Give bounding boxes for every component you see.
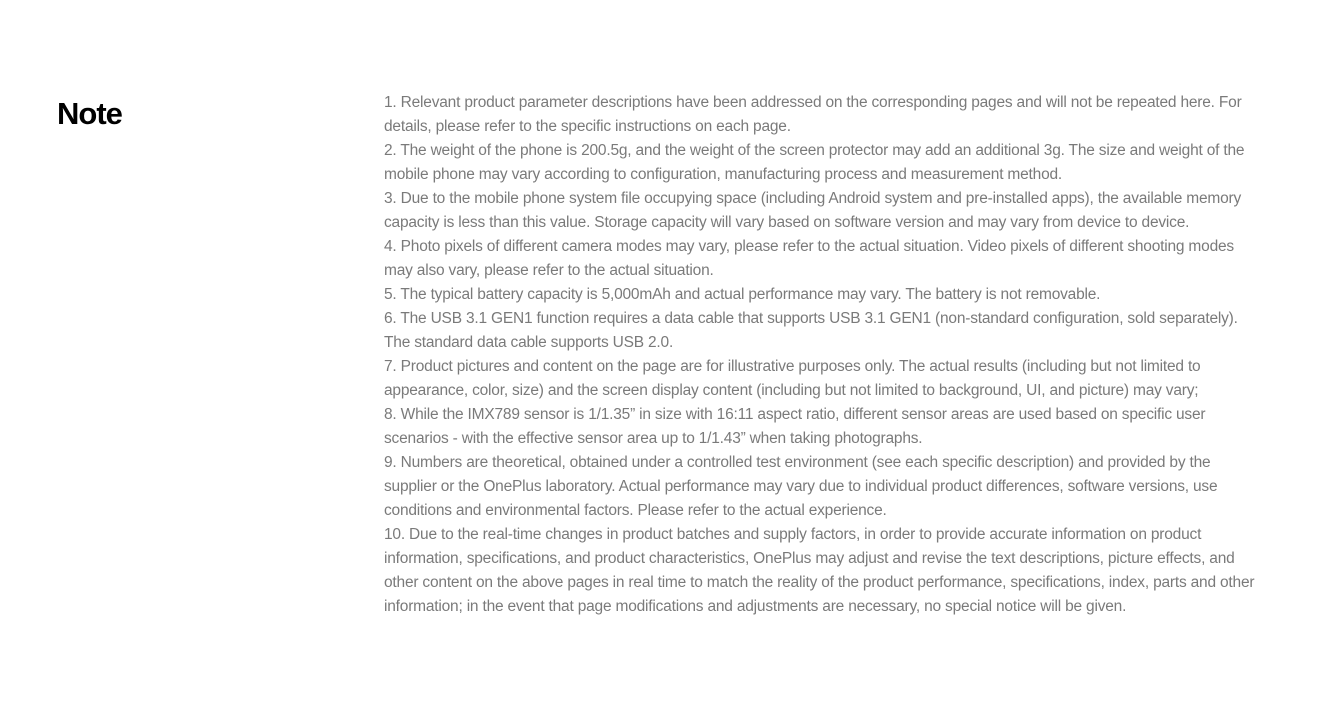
note-item-9: 9. Numbers are theoretical, obtained under a controlled test environment (see each specific description) and provided by the supplier or the OnePlus laboratory. Actual performance may vary due to individual product differences, software versions, use conditions and environmental factors. Please refer to the actual experience. [384, 454, 1218, 519]
note-item-8: 8. While the IMX789 sensor is 1/1.35” in size with 16:11 aspect ratio, different sensor areas are used based on specific user scenarios - with the effective sensor area up to 1/1.43” when taking photographs. [384, 406, 1206, 447]
note-item-6: 6. The USB 3.1 GEN1 function requires a data cable that supports USB 3.1 GEN1 (non-standard configuration, sold separately). The standard data cable supports USB 2.0. [384, 310, 1238, 351]
note-item-7: 7. Product pictures and content on the page are for illustrative purposes only. The actual results (including but not limited to appearance, color, size) and the screen display content (including but not limited to background, UI, and picture) may vary; [384, 358, 1201, 399]
note-item-1: 1. Relevant product parameter descriptions have been addressed on the corresponding pages and will not be repeated here. For details, please refer to the specific instructions on each page. [384, 94, 1242, 135]
note-list [384, 91, 1264, 619]
note-item-4: 4. Photo pixels of different camera modes may vary, please refer to the actual situation. Video pixels of different shooting modes may also vary, please refer to the actual situation. [384, 238, 1234, 279]
note-item-5: 5. The typical battery capacity is 5,000mAh and actual performance may vary. The battery is not removable. [384, 286, 1101, 303]
note-item-10: 10. Due to the real-time changes in product batches and supply factors, in order to provide accurate information on product information, specifications, and product characteristics, OnePlus may adjust and revise the text descriptions, picture effects, and other content on the above pages in real time to match the reality of the product performance, specifications, index, parts and other information; in the event that page modifications and adjustments are necessary, no special notice will be given. [384, 526, 1255, 615]
note-item-3: 3. Due to the mobile phone system file occupying space (including Android system and pre-installed apps), the available memory capacity is less than this value. Storage capacity will vary based on software version and may vary from device to device. [384, 190, 1242, 231]
note-item-2: 2. The weight of the phone is 200.5g, and the weight of the screen protector may add an additional 3g. The size and weight of the mobile phone may vary according to configuration, manufacturing process and measurement method. [384, 142, 1245, 183]
note-heading: Note [57, 96, 122, 131]
